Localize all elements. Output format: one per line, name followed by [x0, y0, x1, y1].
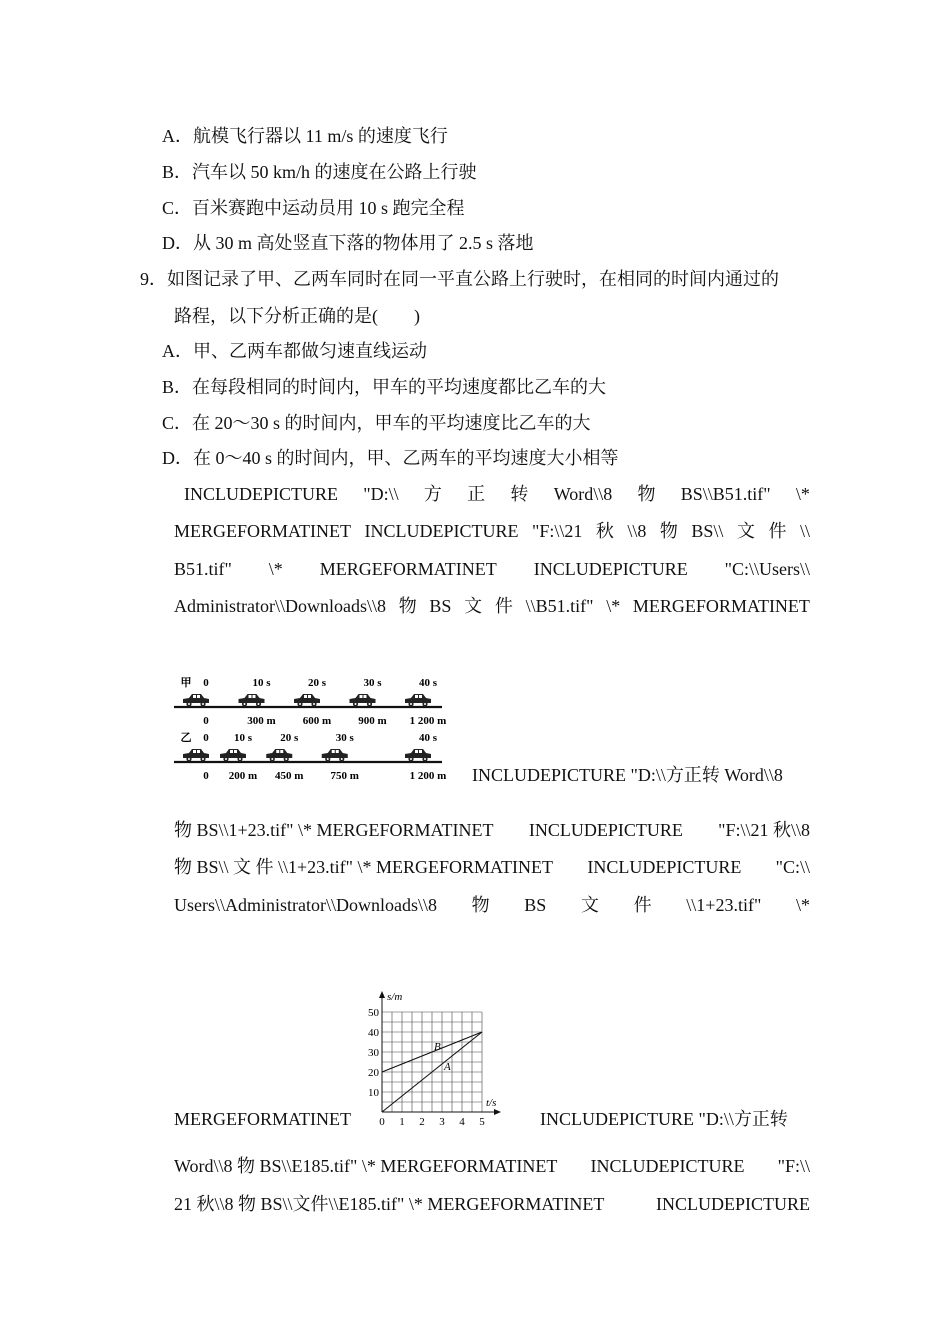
car-icon [183, 694, 209, 707]
cars-road-figure [172, 672, 462, 788]
x-tick-label: 0 [379, 1116, 385, 1128]
field-code-after-fig2: INCLUDEPICTURE "D:\\方正转 [540, 1109, 788, 1129]
car-icon [350, 694, 376, 707]
distance-label: 1 200 m [409, 715, 447, 727]
time-label: 20 s [307, 677, 327, 689]
x-tick-label: 2 [419, 1116, 425, 1128]
time-label: 30 s [335, 732, 354, 744]
q8-option-b: B．汽车以 50 km/h 的速度在公路上行驶 [162, 162, 477, 182]
car-icon [220, 749, 246, 762]
field-code-line: Word\\8 物 BS\\E185.tif" \* MERGEFORMATINET INCLUDEPICTURE "F:\\ [174, 1156, 810, 1176]
x-axis-label: t/s [486, 1097, 497, 1109]
car-icon [239, 694, 265, 707]
q9-option-d: D．在 0～40 s 的时间内，甲、乙两车的平均速度大小相等 [162, 448, 619, 468]
time-label: 10 s [252, 677, 271, 689]
x-tick-label: 4 [459, 1116, 465, 1128]
distance-label: 300 m [247, 715, 276, 727]
y-axis-label: s/m [387, 991, 403, 1003]
distance-label: 1 200 m [409, 770, 447, 782]
series-label-a: A [444, 1061, 451, 1073]
field-code-line: MERGEFORMATINET INCLUDEPICTURE "F:\\21 秋 \\8 物 BS\\ 文 件 \\ [174, 521, 810, 541]
series-label-b: B [434, 1041, 441, 1053]
time-label: 40 s [418, 677, 438, 689]
x-tick-label: 1 [399, 1116, 405, 1128]
car-icon [294, 694, 320, 707]
q9-stem-line2: 路程，以下分析正确的是( ) [174, 306, 420, 326]
distance-label: 600 m [302, 715, 332, 727]
field-code-after-fig1: INCLUDEPICTURE "D:\\方正转 Word\\8 [472, 765, 783, 785]
x-tick-label: 3 [439, 1116, 445, 1128]
car-icon [266, 749, 292, 762]
distance-label: 0 [203, 715, 209, 727]
y-tick-label: 40 [368, 1027, 379, 1039]
field-code-line: Users\\Administrator\\Downloads\\8 物 BS 文 件 \\1+23.tif" \* [174, 895, 810, 915]
y-tick-label: 20 [368, 1067, 379, 1079]
q8-option-a: A．航模飞行器以 11 m/s 的速度飞行 [162, 126, 448, 146]
distance-label: 0 [203, 770, 209, 782]
q9-stem-line1: 9．如图记录了甲、乙两车同时在同一平直公路上行驶时，在相同的时间内通过的 [140, 269, 779, 289]
y-tick-label: 10 [368, 1087, 379, 1099]
time-label: 40 s [418, 732, 438, 744]
distance-label: 900 m [358, 715, 387, 727]
y-axis-arrow-icon [379, 991, 385, 998]
distance-label: 450 m [275, 770, 304, 782]
field-code-line: B51.tif" \* MERGEFORMATINET INCLUDEPICTURE "C:\\Users\\ [174, 559, 810, 579]
time-label: 0 [203, 677, 209, 689]
y-tick-label: 30 [368, 1047, 379, 1059]
distance-label: 750 m [330, 770, 359, 782]
time-label: 20 s [280, 732, 299, 744]
time-label: 0 [203, 732, 209, 744]
field-code-line: Administrator\\Downloads\\8 物 BS 文 件 \\B51.tif" \* MERGEFORMATINET [174, 596, 810, 616]
y-tick-label: 50 [368, 1007, 379, 1019]
x-axis-arrow-icon [494, 1109, 501, 1115]
field-code-line: 物 BS\\1+23.tif" \* MERGEFORMATINET INCLUDEPICTURE "F:\\21 秋\\8 [174, 820, 810, 840]
field-code-line: 21 秋\\8 物 BS\\文件\\E185.tif" \* MERGEFORMATINET INCLUDEPICTURE [174, 1194, 810, 1214]
q8-option-d: D．从 30 m 高处竖直下落的物体用了 2.5 s 落地 [162, 233, 534, 253]
time-label: 10 s [233, 732, 253, 744]
q8-option-c: C．百米赛跑中运动员用 10 s 跑完全程 [162, 198, 465, 218]
car-label: 乙 [180, 732, 192, 744]
car-icon [183, 749, 209, 762]
s-t-graph [360, 988, 510, 1130]
q9-option-b: B．在每段相同的时间内，甲车的平均速度都比乙车的大 [162, 377, 607, 397]
distance-label: 200 m [228, 770, 258, 782]
car-label: 甲 [180, 677, 192, 689]
x-tick-label: 5 [479, 1116, 485, 1128]
field-code-before-fig2: MERGEFORMATINET [174, 1109, 352, 1129]
time-label: 30 s [363, 677, 382, 689]
field-code-line: 物 BS\\ 文 件 \\1+23.tif" \* MERGEFORMATINET INCLUDEPICTURE "C:\\ [174, 857, 810, 877]
q9-option-a: A．甲、乙两车都做匀速直线运动 [162, 341, 427, 361]
field-code-line: INCLUDEPICTURE "D:\\ 方 正 转 Word\\8 物 BS\\B51.tif" \* [184, 484, 810, 504]
car-icon [322, 749, 348, 762]
car-icon [405, 694, 431, 707]
q9-option-c: C．在 20～30 s 的时间内，甲车的平均速度比乙车的大 [162, 413, 591, 433]
car-icon [405, 749, 431, 762]
